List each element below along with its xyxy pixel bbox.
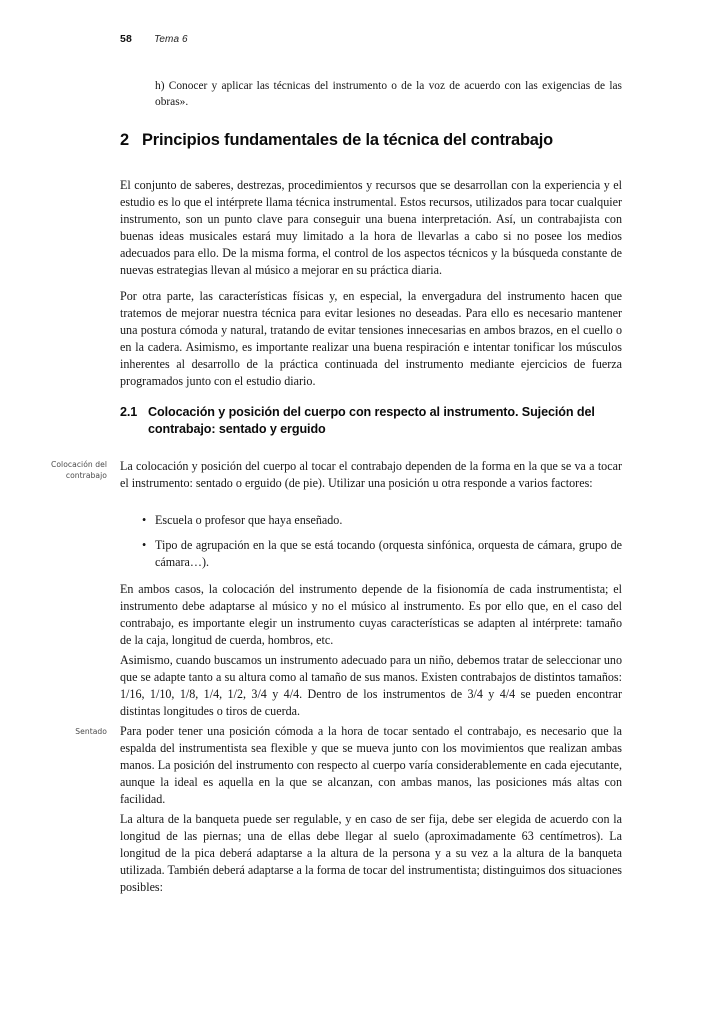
subheading-number: 2.1 [120, 405, 138, 419]
paragraph-2: Por otra parte, las características físicas y, en especial, la envergadura del instrumento hacen que tratemos de mejorar nuestra técnica para evitar lesiones no deseadas. Para ello es necesario mantener una postura cómoda y natural, tratando de evitar tensiones innecesarias en ambos brazos, en el cuello o en la cadera. Asimismo, es importante realizar una buena respiración e intentar tonificar los músculos inherentes al desarrollo de la práctica continuada del instrumento mediante ejercicios de fuerza programados junto con el estudio diario. [120, 289, 622, 389]
list-item [120, 537, 622, 571]
paragraph-7-wrapper [120, 811, 622, 908]
list-item-text: Tipo de agrupación en la que se está tocando (orquesta sinfónica, orquesta de cámara, grupo de cámara…). [155, 538, 622, 570]
bullet-marker-icon: • [142, 538, 147, 553]
paragraph-1-wrapper [120, 177, 622, 291]
bullet-marker-icon: • [142, 513, 147, 527]
heading-level-1 [120, 131, 622, 150]
list-item-text: Escuela o profesor que haya enseñado. [155, 513, 343, 527]
bullet-list-items [120, 512, 622, 571]
marginal-note-colocacion: Colocación del contrabajo [51, 460, 107, 480]
list-item [120, 512, 622, 529]
paragraph-7: La altura de la banqueta puede ser regulable, y en caso de ser fija, debe ser elegida de acuerdo con la longitud de las piernas; una de ellas debe llegar al suelo (aproximadamente 63 centímetros). La longitud de la pica deberá adaptarse a la altura de la persona y a su vez a la altura de la banqueta utilizada. También deberá adaptarse a la forma de tocar del instrumentista; distinguimos dos situaciones posibles: [120, 812, 623, 895]
heading-text: Principios fundamentales de la técnica del contrabajo [142, 131, 554, 149]
page-number: 58 [120, 33, 133, 45]
subheading-text: Colocación y posición del cuerpo con respecto al instrumento. Sujeción del contrabajo: sentado y erguido [148, 405, 595, 436]
section-heading-2-1 [120, 404, 622, 437]
running-head-title: Tema 6 [154, 34, 188, 45]
paragraph-5-wrapper [120, 652, 622, 732]
paragraph-3-wrapper [120, 458, 622, 504]
paragraph-3: La colocación y posición del cuerpo al tocar el contrabajo dependen de la forma en la que se va a tocar el instrumento: sentado o erguido (de pie). Utilizar una posición u otra responde a varios factores: [120, 459, 622, 491]
running-head [120, 33, 188, 45]
paragraph-6: Para poder tener una posición cómoda a la hora de tocar sentado el contrabajo, es necesario que la espalda del instrumentista sea flexible y que se mueva junto con los movimientos que realizan ambas manos. La posición del instrumento con respecto al cuerpo varía considerablemente en cada ejecutante, aunque la ideal es aquella en la que se alcanzan, con ambas manos, las posiciones más altas con facilidad. [120, 724, 622, 807]
paragraph-2-wrapper [120, 288, 622, 402]
quote-paragraph: h) Conocer y aplicar las técnicas del instrumento o de la voz de acuerdo con las exigencias de las obras». [155, 80, 622, 109]
quote-block [120, 78, 622, 111]
bullet-list [120, 512, 622, 579]
heading-number: 2 [120, 131, 129, 149]
section-heading-2 [120, 131, 622, 150]
paragraph-5: Asimismo, cuando buscamos un instrumento adecuado para un niño, debemos tratar de seleccionar uno que se adapte tanto a su altura como al tamaño de sus manos. Existen contrabajos de distintos tamaños: 1/16, 1/10, 1/8, 1/4, 1/2, 3/4 y 4/4. Dentro de los instrumentos de 3/4 y 4/4 se pueden encontrar distintas longitudes o tiros de cuerda. [120, 653, 622, 719]
paragraph-4: En ambos casos, la colocación del instrumento depende de la fisionomía de cada instrumentista; el instrumento debe adaptarse al músico y no el músico al instrumento. Es por ello que, en el caso del contrabajo, es importante elegir un instrumento cuyas características se adapten al intérprete: tamaño de la caja, longitud de cuerda, hombros, etc. [120, 582, 622, 648]
paragraph-4-wrapper [120, 581, 622, 661]
paragraph-6-wrapper [120, 723, 622, 820]
heading-level-2 [120, 404, 622, 437]
marginal-note-sentado: Sentado [75, 727, 107, 736]
paragraph-1: El conjunto de saberes, destrezas, procedimientos y recursos que se desarrollan con la experiencia y el estudio es lo que el intérprete llama técnica instrumental. Estos recursos, utilizados para tocar cualquier instrumento, son un punto clave para conseguir una buena interpretación. Así, un contrabajista con buenas ideas musicales estará muy limitado a la hora de llevarlas a cabo si no posee los medios adecuados para ello. De la misma forma, el control de los aspectos técnicos y la búsqueda constante de nuevas estrategias llevan al músico a mejorar en su práctica diaria. [120, 178, 622, 278]
